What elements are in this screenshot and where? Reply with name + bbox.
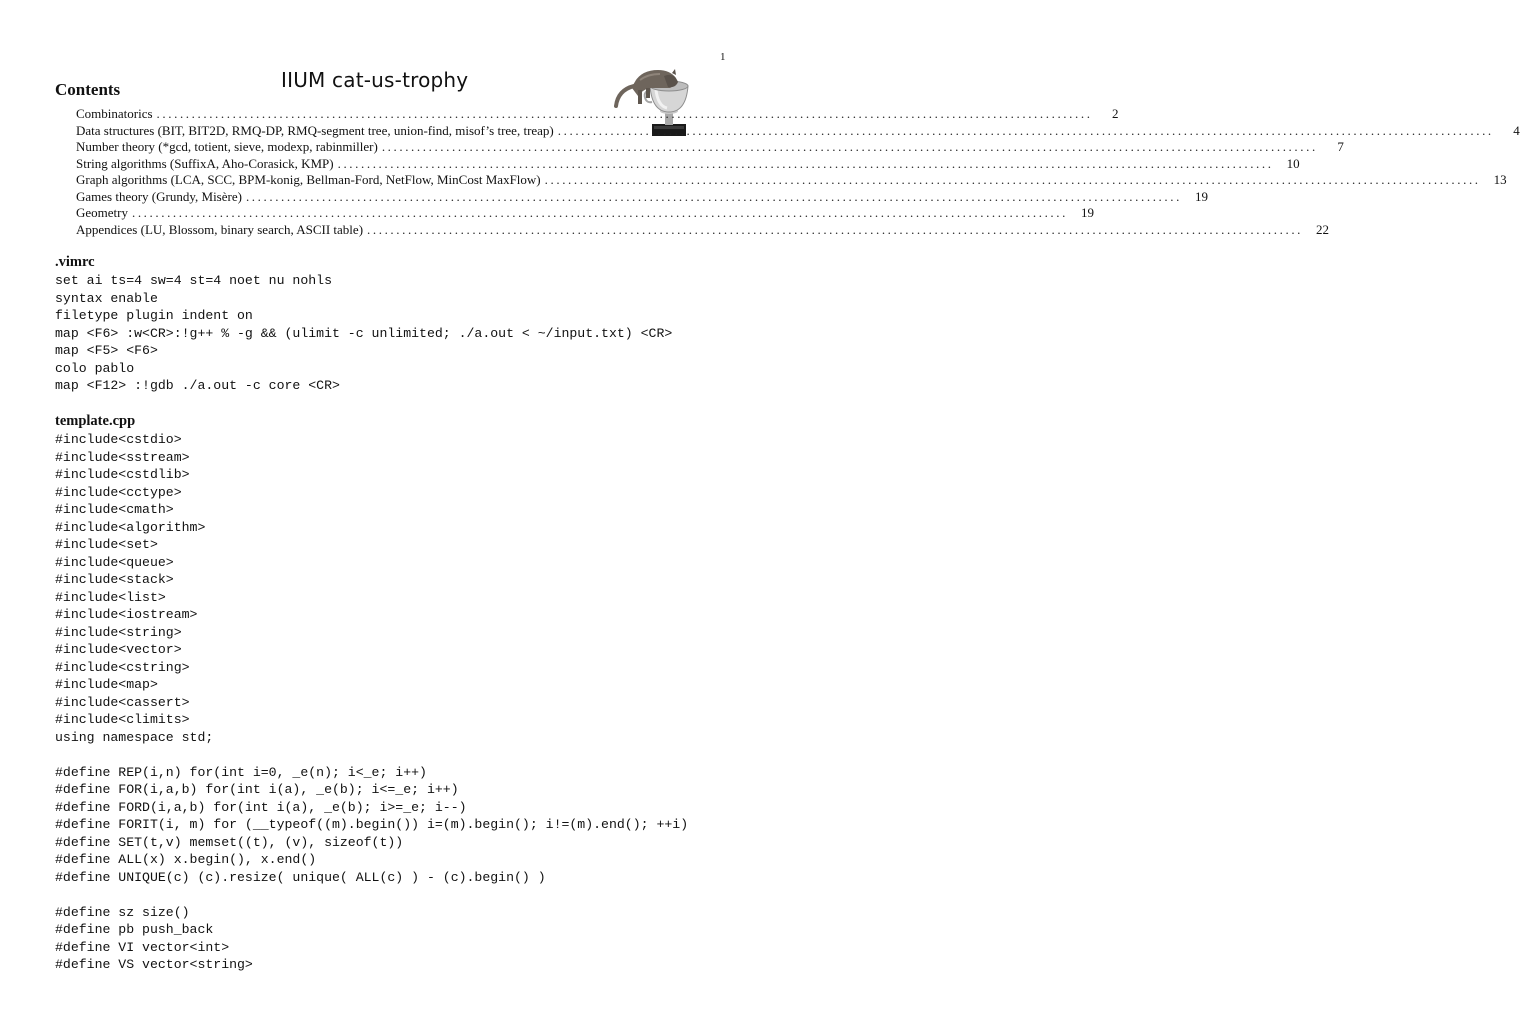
code-line: #include<set> (55, 537, 158, 552)
code-line: map <F6> :w<CR>:!g++ % -g && (ulimit -c unlimited; ./a.out < ~/input.txt) <CR> (55, 325, 673, 341)
toc-item-page: 13 (1493, 172, 1507, 187)
toc-leader-dots: ................................................................................................................................................................ (381, 139, 1318, 154)
toc-item-label: String algorithms (SuffixA, Aho-Corasick, KMP) (76, 155, 334, 171)
code-line: #define sz size() (55, 904, 190, 920)
code-line: #include<cassert> (55, 694, 190, 710)
toc-leader-dots: ................................................................................................................................................................ (337, 155, 1274, 171)
code-line: set ai ts=4 sw=4 st=4 noet nu nohls (55, 273, 332, 288)
code-line (55, 886, 688, 904)
toc-item[interactable] (76, 172, 1507, 189)
code-line: colo pablo (55, 360, 135, 376)
code-line: #define UNIQUE(c) (c).resize( unique( ALL(c) ) - (c).begin() ) (55, 869, 546, 885)
toc-item[interactable] (76, 188, 1208, 206)
code-line: #include<stack> (55, 572, 174, 587)
toc-item[interactable] (76, 106, 1119, 123)
template-section-title: template.cpp (55, 413, 136, 429)
code-line: map <F12> :!gdb ./a.out -c core <CR> (55, 378, 340, 393)
code-line: map <F5> <F6> (55, 343, 158, 358)
toc-item[interactable] (76, 205, 1094, 222)
toc-leader-dots: ................................................................................................................................................................ (245, 188, 1182, 204)
toc-item[interactable] (76, 155, 1300, 173)
code-line: #define FOR(i,a,b) for(int i(a), _e(b); i<=_e; i++) (55, 782, 459, 797)
toc-item-label: Games theory (Grundy, Misère) (76, 188, 242, 204)
toc-leader-dots: ................................................................................................................................................................ (557, 122, 1494, 138)
code-line: #include<cmath> (55, 502, 174, 517)
code-line: #include<cstdio> (55, 432, 182, 447)
code-line (55, 746, 688, 764)
code-line: #define FORD(i,a,b) for(int i(a), _e(b); i>=_e; i--) (55, 799, 467, 815)
code-line: #include<climits> (55, 712, 190, 727)
toc-item[interactable] (76, 122, 1520, 140)
toc-item-page: 22 (1316, 221, 1330, 237)
table-of-contents (76, 106, 1520, 238)
code-line: #define pb push_back (55, 922, 214, 937)
code-line: #include<iostream> (55, 607, 198, 622)
code-line: #include<cstring> (55, 659, 190, 675)
code-line: #define ALL(x) x.begin(), x.end() (55, 852, 317, 867)
code-line: filetype plugin indent on (55, 308, 253, 323)
code-line: syntax enable (55, 290, 158, 306)
toc-item-page: 10 (1286, 155, 1300, 171)
code-line: #define FORIT(i, m) for (__typeof((m).begin()) i=(m).begin(); i!=(m).end(); ++i) (55, 817, 689, 832)
toc-item[interactable] (76, 221, 1330, 239)
toc-item-label: Combinatorics (76, 106, 153, 121)
code-line: using namespace std; (55, 729, 214, 745)
toc-item-page: 19 (1080, 205, 1094, 220)
code-line: #define VS vector<string> (55, 957, 253, 972)
contents-heading: Contents (55, 80, 121, 99)
toc-item-label: Number theory (*gcd, totient, sieve, modexp, rabinmiller) (76, 139, 378, 154)
toc-leader-dots: ................................................................................................................................................................ (544, 172, 1481, 187)
code-line: #include<map> (55, 677, 158, 692)
toc-item-label: Geometry (76, 205, 128, 220)
toc-leader-dots: ................................................................................................................................................................ (367, 221, 1304, 237)
code-line: #define SET(t,v) memset((t), (v), sizeof(t)) (55, 834, 404, 850)
toc-item-label: Appendices (LU, Blossom, binary search, ASCII table) (76, 221, 364, 237)
page-title: IIUM cat-us-trophy (281, 68, 469, 92)
code-line: #define REP(i,n) for(int i=0, _e(n); i<_e; i++) (55, 764, 427, 780)
page-number: 1 (720, 51, 726, 63)
code-line: #include<vector> (55, 642, 182, 657)
toc-item-label: Graph algorithms (LCA, SCC, BPM-konig, Bellman-Ford, NetFlow, MinCost MaxFlow) (76, 172, 541, 187)
code-line: #include<list> (55, 589, 166, 605)
toc-item-page: 7 (1337, 139, 1344, 154)
toc-item-page: 2 (1112, 106, 1119, 121)
code-line: #include<algorithm> (55, 519, 206, 535)
toc-item-page: 19 (1194, 188, 1208, 204)
vimrc-code-block (55, 272, 672, 395)
code-line: #include<cstdlib> (55, 467, 190, 482)
code-line: #include<cctype> (55, 484, 182, 500)
code-line: #define VI vector<int> (55, 939, 230, 955)
toc-leader-dots: ................................................................................................................................................................ (156, 106, 1093, 121)
toc-item[interactable] (76, 139, 1344, 156)
code-line: #include<queue> (55, 554, 174, 570)
vimrc-section-title: .vimrc (55, 254, 95, 270)
toc-item-page: 4 (1513, 122, 1520, 138)
template-code-block (55, 431, 688, 974)
code-line: #include<sstream> (55, 449, 190, 465)
toc-item-label: Data structures (BIT, BIT2D, RMQ-DP, RMQ-segment tree, union-find, misof’s tree, treap) (76, 122, 554, 138)
toc-leader-dots: ................................................................................................................................................................ (131, 205, 1068, 220)
code-line: #include<string> (55, 624, 182, 640)
